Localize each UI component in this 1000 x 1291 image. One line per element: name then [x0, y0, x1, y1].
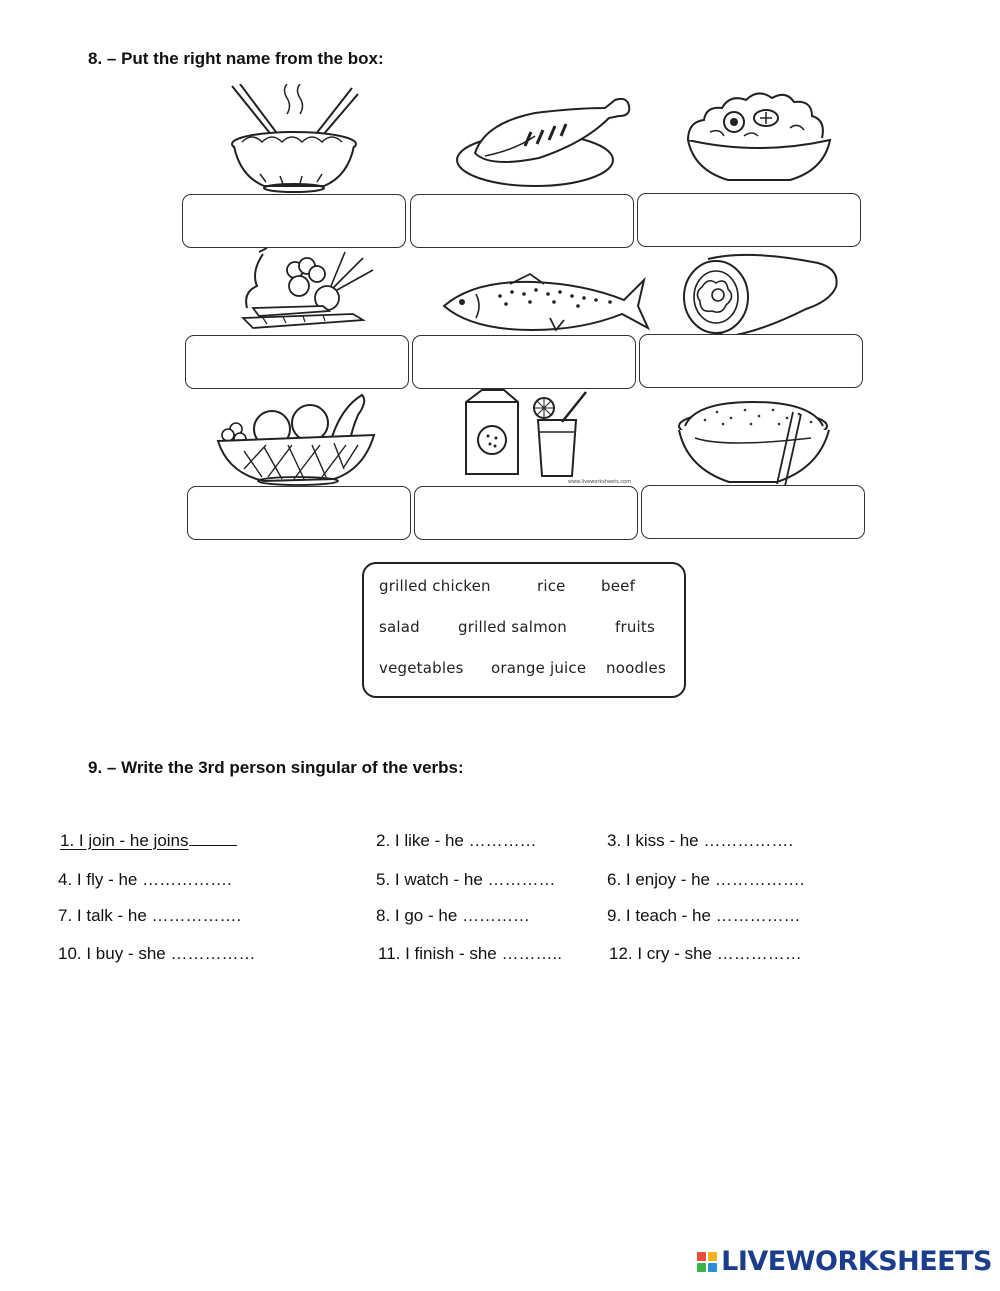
verb-item-9[interactable]: 9. I teach - he ……………	[607, 906, 801, 925]
verb-item-4[interactable]: 4. I fly - he …………….	[58, 870, 232, 889]
verb-item-1-text: 1. I join - he joins	[60, 831, 189, 850]
chicken-leg-icon	[455, 98, 637, 190]
word-fruits: fruits	[615, 618, 656, 636]
fruit-basket-icon	[214, 393, 378, 487]
verb-item-2[interactable]: 2. I like - he …………	[376, 831, 537, 850]
verb-item-3[interactable]: 3. I kiss - he …………….	[607, 831, 794, 850]
word-noodles: noodles	[606, 659, 666, 677]
logo-tiles-icon	[697, 1252, 717, 1272]
answer-box-9[interactable]	[641, 485, 865, 539]
beef-ham-icon	[678, 251, 840, 337]
answer-box-5[interactable]	[412, 335, 636, 389]
word-salad: salad	[379, 618, 420, 636]
salad-bowl-icon	[680, 88, 838, 186]
liveworksheets-logo	[697, 1246, 992, 1277]
verb-item-5[interactable]: 5. I watch - he …………	[376, 870, 556, 889]
answer-box-4[interactable]	[185, 335, 409, 389]
verb-item-8[interactable]: 8. I go - he …………	[376, 906, 530, 925]
exercise-8-heading: 8. – Put the right name from the box:	[88, 49, 384, 68]
verb-item-12[interactable]: 12. I cry - she ……………	[609, 944, 802, 963]
word-rice: rice	[537, 577, 566, 595]
word-box	[362, 562, 686, 698]
rice-bowl-icon	[675, 398, 835, 488]
answer-box-6[interactable]	[639, 334, 863, 388]
answer-box-8[interactable]	[414, 486, 638, 540]
noodles-bowl-icon	[222, 84, 362, 194]
orange-juice-icon	[458, 386, 636, 486]
word-grilled-salmon: grilled salmon	[458, 618, 567, 636]
answer-box-3[interactable]	[637, 193, 861, 247]
salmon-fish-icon	[440, 272, 650, 334]
verb-item-11[interactable]: 11. I finish - she ………..	[378, 944, 562, 963]
word-beef: beef	[601, 577, 636, 595]
answer-box-2[interactable]	[410, 194, 634, 248]
answer-box-7[interactable]	[187, 486, 411, 540]
exercise-9-heading: 9. – Write the 3rd person singular of the verbs:	[88, 758, 464, 777]
verb-item-10[interactable]: 10. I buy - she ……………	[58, 944, 256, 963]
logo-text: LIVEWORKSHEETS	[721, 1246, 992, 1277]
verb-item-7[interactable]: 7. I talk - he …………….	[58, 906, 242, 925]
word-vegetables: vegetables	[379, 659, 464, 677]
verb-item-6[interactable]: 6. I enjoy - he …………….	[607, 870, 805, 889]
verb-item-1	[60, 831, 237, 851]
svg-text:www.liveworksheets.com: www.liveworksheets.com	[568, 479, 632, 485]
vegetables-icon	[233, 246, 383, 332]
answer-box-1[interactable]	[182, 194, 406, 248]
word-grilled-chicken: grilled chicken	[379, 577, 491, 595]
word-orange-juice: orange juice	[491, 659, 587, 677]
